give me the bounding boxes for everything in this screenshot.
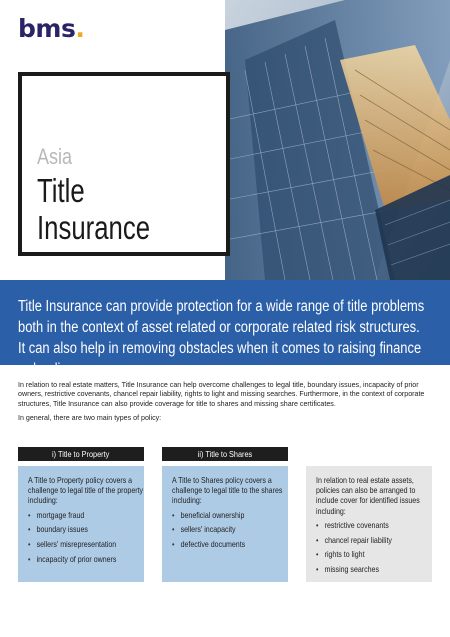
body-paragraph: In general, there are two main types of policy: <box>18 414 162 423</box>
panel-intro: In relation to real estate assets, policies can also be arranged to include cover for identified issues including: <box>316 476 420 516</box>
list-item: • defective documents <box>172 540 292 550</box>
panel-intro: A Title to Property policy covers a challenge to legal title of the property including: <box>28 476 144 506</box>
panel-title-to-property <box>18 466 144 582</box>
bms-logo: bms. <box>18 14 85 43</box>
body-text <box>18 381 432 429</box>
list-item: • rights to light <box>316 550 436 560</box>
list-item: • missing searches <box>316 565 436 575</box>
list-item: • restrictive covenants <box>316 521 436 531</box>
panel-intro: A Title to Shares policy covers a challenge to legal title to the shares including: <box>172 476 283 506</box>
page-title: Title Insurance <box>37 172 151 246</box>
list-item: • boundary issues <box>28 525 148 535</box>
panel-real-estate-cover <box>306 466 432 582</box>
list-item: • incapacity of prior owners <box>28 555 148 565</box>
list-item: • beneficial ownership <box>172 511 292 521</box>
panel-list <box>316 521 424 575</box>
body-paragraph: In relation to real estate matters, Title Insurance can help overcome challenges to legal title, boundary issues, incapacity of prior owners, restrictive covenants, chancel repair liability, rights to light and missing searches. Furthermore, in the context of corporate structures, Title Insurance can also provide coverage for title to shares and missing share certificates. <box>18 381 425 408</box>
panel-list <box>28 511 136 565</box>
list-item: • chancel repair liability <box>316 536 436 546</box>
skyscraper-photo <box>225 0 450 280</box>
list-item: • sellers' incapacity <box>172 525 292 535</box>
column-heading-property: i) Title to Property <box>18 447 144 461</box>
banner-text: Title Insurance can provide protection for a wide range of title problems both in the context of asset related or corporate related risk structures. It can also help in removing obstacles when it comes to raising finance or lending. <box>18 298 425 378</box>
panel-title-to-shares <box>162 466 288 582</box>
region-label: Asia <box>37 144 73 169</box>
list-item: • sellers' misrepresentation <box>28 540 148 550</box>
panel-list <box>172 511 280 551</box>
intro-banner <box>0 280 450 378</box>
column-heading-shares: ii) Title to Shares <box>162 447 288 461</box>
list-item: • mortgage fraud <box>28 511 148 521</box>
